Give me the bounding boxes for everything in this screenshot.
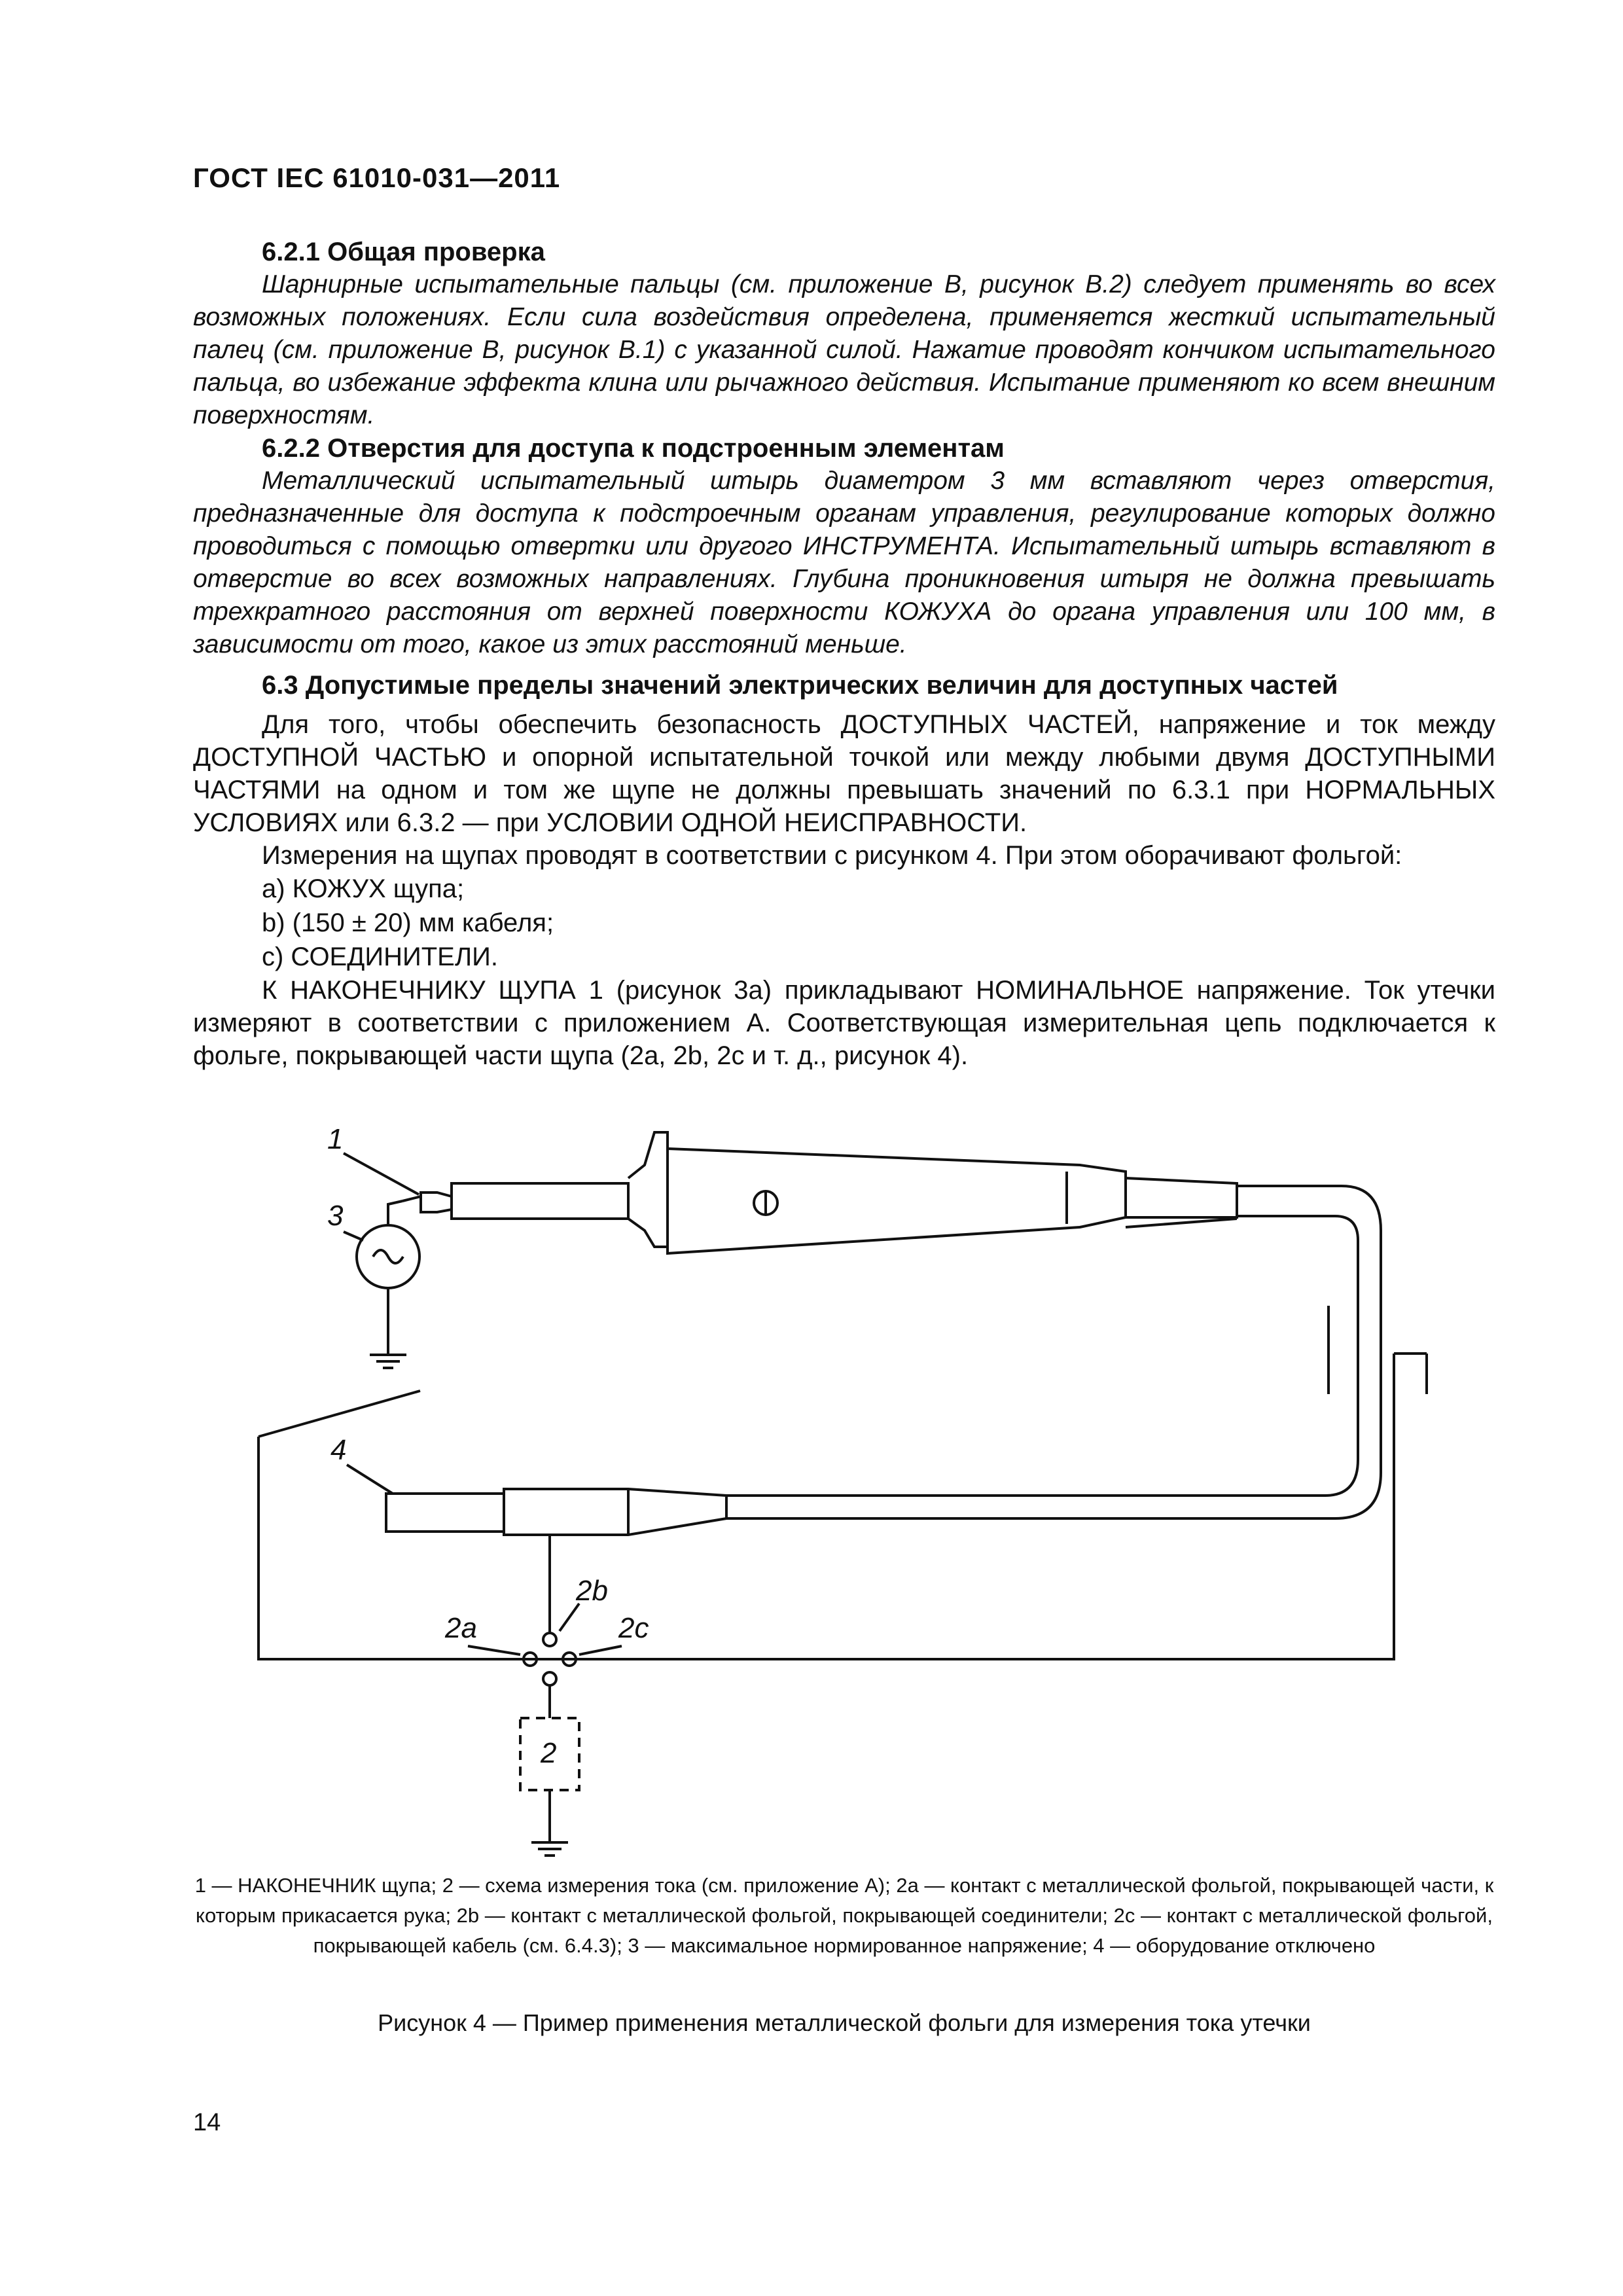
leader-3: [344, 1232, 363, 1240]
paragraph: Для того, чтобы обеспечить безопасность ДОСТУПНЫХ ЧАСТЕЙ, напряжение и ток между ДОСТУПНОЙ ЧАСТЬЮ и опорной испытательной точкой или между любыми двумя ДОСТУПНЫМИ ЧАСТЯМИ на одном и том же щупе не должны превышать значений по 6.3.1 при НОРМАЛЬНЫХ УСЛОВИЯХ или 6.3.2 — при УСЛОВИИ ОДНОЙ НЕИСПРАВНОСТИ.: [193, 710, 1495, 837]
strain-relief-lower: [1126, 1219, 1237, 1227]
enclosure-diagonal: [259, 1391, 420, 1437]
figure-title: Рисунок 4 — Пример применения металлической фольги для измерения тока утечки: [378, 2009, 1311, 2036]
page-number: 14: [193, 2109, 221, 2136]
probe-handle: [668, 1149, 1126, 1253]
connector-pin: [386, 1494, 504, 1532]
document-header: ГОСТ IEC 61010-031—2011: [193, 162, 561, 193]
label-2b: 2b: [576, 1575, 608, 1607]
label-4: 4: [330, 1434, 347, 1466]
connector-housing: [504, 1489, 726, 1535]
list-item: a) КОЖУХ щупа;: [262, 874, 465, 903]
strain-relief-upper: [1126, 1178, 1237, 1217]
voltage-source-sine: [373, 1250, 403, 1263]
leader-2b: [560, 1604, 579, 1631]
leader-1: [344, 1153, 419, 1194]
figure-caption: 1 — НАКОНЕЧНИК щупа; 2 — схема измерения тока (см. приложение А); 2a — контакт с металлической фольгой, покрывающей части, к которым прикасается рука; 2b — контакт с металлической фольгой, покрывающей соединители; 2c — контакт с металлической фольгой, покрывающей кабель (см. 6.4.3); 3 — максимальное нормированное напряжение; 4 — оборудование отключено: [194, 1874, 1494, 1957]
contact-common: [543, 1672, 556, 1685]
section-heading: 6.3 Допустимые пределы значений электрических величин для доступных частей: [262, 671, 1338, 700]
section-heading: 6.2.2 Отверстия для доступа к подстроенным элементам: [262, 434, 1005, 463]
section-body: Шарнирные испытательные пальцы (см. приложение В, рисунок В.2) следует применять во всех возможных положениях. Если сила воздействия определена, применяется жесткий испытательный палец (см. приложение В, рисунок В.1) с указанной силой. Нажатие проводят кончиком испытательного пальца, во избежание эффекта клина или рычажного действия. Испытание применяют ко всем внешним поверхностям.: [193, 270, 1495, 429]
section-heading: 6.2.1 Общая проверка: [262, 238, 545, 266]
leader-2c: [579, 1646, 622, 1655]
cable-upper-inner: [726, 1216, 1358, 1496]
probe-front-tube: [452, 1183, 628, 1219]
label-2a: 2a: [445, 1612, 477, 1644]
list-item: b) (150 ± 20) мм кабеля;: [262, 908, 554, 937]
label-3: 3: [327, 1200, 344, 1232]
section-body: Металлический испытательный штырь диаметром 3 мм вставляют через отверстия, предназначенные для доступа к подстроечным органам управления, регулирование которых должно проводиться с помощью отвертки или другого ИНСТРУМЕНТА. Испытательный штырь вставляют в отверстие во всех возможных направлениях. Глубина проникновения штыря не должна превышать трехкратного расстояния от верхней поверхности КОЖУХА до органа управления или 100 мм, в зависимости от того, какое из этих расстояний меньше.: [193, 467, 1495, 658]
label-2-box: 2: [541, 1737, 557, 1769]
source-to-tip-wire: [388, 1201, 402, 1225]
foil-connection-line: [259, 1354, 1394, 1659]
leader-2a: [468, 1646, 520, 1655]
paragraph: К НАКОНЕЧНИКУ ЩУПА 1 (рисунок 3а) прикладывают НОМИНАЛЬНОЕ напряжение. Ток утечки измеряют в соответствии с приложением А. Соответствующая измерительная цепь подключается к фольге, покрывающей части щупа (2a, 2b, 2c и т. д., рисунок 4).: [193, 976, 1495, 1070]
probe-flange: [628, 1132, 668, 1247]
contact-2b: [543, 1633, 556, 1646]
paragraph: Измерения на щупах проводят в соответствии с рисунком 4. При этом оборачивают фольгой:: [262, 841, 1402, 870]
label-2c: 2c: [618, 1612, 649, 1644]
probe-tip-needle: [402, 1196, 421, 1201]
label-1: 1: [327, 1123, 344, 1155]
list-item: c) СОЕДИНИТЕЛИ.: [262, 942, 498, 971]
probe-tip: [421, 1193, 452, 1212]
cable-upper: [726, 1186, 1381, 1518]
leader-4: [347, 1465, 393, 1494]
